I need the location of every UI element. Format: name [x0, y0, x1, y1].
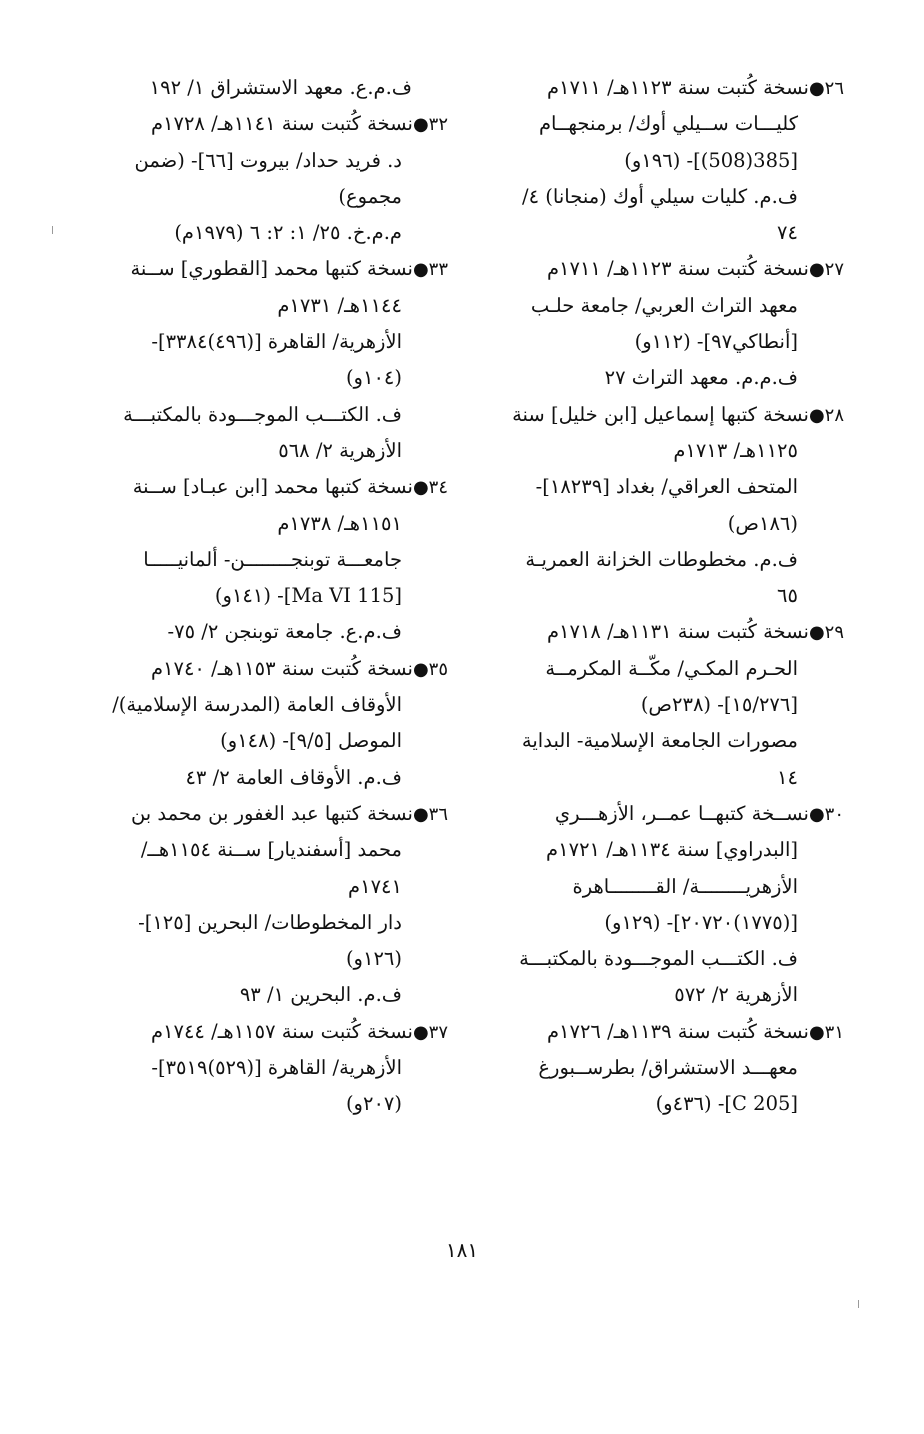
entry-marker: ٢٨● [808, 404, 844, 426]
entry-line: الأزهرية ٢/ ٥٦٨ [278, 438, 402, 462]
entry-line: ف.م.ع. جامعة توبنجن ٢/ ٧٥- [167, 620, 402, 644]
entry-line: [١٥/٢٧٦]- (٢٣٨ص) [640, 693, 798, 717]
entry-line: كليـــات ســيلي أوك/ برمنجهــام [538, 112, 798, 136]
entry-marker: ٢٦● [808, 78, 844, 99]
entry-line: ٣١●نسخة كُتبت سنة ١١٣٩هـ/ ١٧٢٦م [546, 1019, 844, 1043]
entry-line: معهـــد الاستشراق/ بطرســبورغ [538, 1056, 798, 1080]
entry-line: [(١٧٧٥)٢٠٧٢٠]- (١٢٩و) [604, 910, 798, 934]
entry-line: د. فريد حداد/ بيروت [٦٦]- (ضمن [134, 148, 402, 172]
entry-marker: ٣٣● [412, 259, 448, 281]
entry-line: معهد التراث العربي/ جامعة حلـب [530, 293, 798, 317]
entry-marker: ٣٠● [808, 803, 844, 825]
entry-line: المتحف العراقي/ بغداد [١٨٢٣٩]- [535, 475, 798, 499]
entry-line: ٣٣●نسخة كتبها محمد [القطوري] ســنة [130, 257, 448, 281]
entry-marker: ٣١● [808, 1021, 844, 1043]
entry-line: ف.م. الأوقاف العامة ٢/ ٤٣ [185, 765, 402, 789]
entry-line: ٣٦●نسخة كتبها عبد الغفور بن محمد بن [130, 801, 448, 825]
entry-line: [Ma VI 115]- (١٤١و) [214, 584, 402, 608]
entry-line: ١١٤٤هـ/ ١٧٣١م [277, 293, 402, 317]
entry-line: الموصل [٩/٥]- (١٤٨و) [220, 729, 402, 753]
entry-line: دار المخطوطات/ البحرين [١٢٥]- [138, 910, 402, 934]
entry-line: ف.م. كليات سيلي أوك (منجانا) ٤/ [522, 184, 798, 208]
scan-speck [858, 1300, 859, 1308]
entry-line: جامعـــة توبنجــــــــن- ألمانيـــــا [143, 547, 402, 571]
entry-line: ف.م. البحرين ١/ ٩٣ [239, 983, 402, 1007]
entry-line: ف. الكتـــب الموجـــودة بالمكتبـــة [123, 402, 402, 426]
entry-line: ٢٧●نسخة كُتبت سنة ١١٢٣هـ/ ١٧١١م [546, 257, 844, 281]
entry-line: الأزهرية/ القاهرة [(٥٢٩)٣٥١٩]- [151, 1056, 402, 1080]
entry-line: [أنطاكي٩٧]- (١١٢و) [634, 330, 798, 354]
entry-marker: ٣٢● [412, 114, 448, 136]
entry-line: م.م.خ. ٢٥/ ١: ٢: ٦ (١٩٧٩م) [174, 221, 402, 245]
entry-line: ٧٤ [777, 221, 798, 245]
entry-line: (١٠٤و) [345, 366, 402, 390]
entry-line: ١١٢٥هـ/ ١٧١٣م [673, 438, 798, 462]
entry-line: ف.م. مخطوطات الخزانة العمريـة [525, 547, 798, 571]
entry-line: الأزهرية ٢/ ٥٧٢ [674, 983, 798, 1007]
entry-line: [385(508)]- (١٩٦و) [624, 148, 798, 172]
entry-line: ف.م.م. معهد التراث ٢٧ [604, 366, 798, 390]
entry-line: مجموع) [338, 184, 402, 208]
entry-marker: ٣٧● [412, 1021, 448, 1043]
entry-line: ١٤ [777, 765, 798, 789]
entry-line: ٣٥●نسخة كُتبت سنة ١١٥٣هـ/ ١٧٤٠م [150, 656, 448, 680]
entry-marker: ٣٥● [412, 658, 448, 680]
entry-line: ٣٧●نسخة كُتبت سنة ١١٥٧هـ/ ١٧٤٤م [150, 1019, 448, 1043]
entry-line: ١١٥١هـ/ ١٧٣٨م [277, 511, 402, 535]
entry-marker: ٣٦● [412, 803, 448, 825]
entry-line: [C 205]- (٤٣٦و) [655, 1092, 798, 1116]
entry-line: ٣٤●نسخة كتبها محمد [ابن عبـاد] ســنة [132, 475, 448, 499]
entry-line: (٢٠٧و) [345, 1092, 402, 1116]
entry-line: ٢٨●نسخة كتبها إسماعيل [ابن خليل] سنة [512, 402, 844, 426]
right-column [492, 70, 844, 1123]
entry-line: الحـرم المكـي/ مكّــة المكرمــة [545, 656, 798, 680]
page-number: ١٨١ [445, 1238, 479, 1262]
entry-line: ف.م.ع. معهد الاستشراق ١/ ١٩٢ [149, 76, 412, 99]
entry-line: ٦٥ [777, 584, 798, 608]
entry-line: ٢٦●نسخة كُتبت سنة ١١٢٣هـ/ ١٧١١م [546, 76, 844, 99]
entry-line: الأزهرية/ القاهرة [(٤٩٦)٣٣٨٤]- [151, 330, 402, 354]
entry-line: ٣٠●نســخة كتبهــا عمــر، الأزهـــري [554, 801, 844, 825]
entry-marker: ٢٧● [808, 259, 844, 281]
entry-line: الأزهريــــــــة/ القــــــــاهرة [572, 874, 798, 898]
scan-speck [52, 226, 53, 234]
entry-line: (١٢٦و) [345, 947, 402, 971]
left-column [96, 70, 448, 1123]
entry-line: الأوقاف العامة (المدرسة الإسلامية)/ [112, 693, 402, 717]
entry-line: مصورات الجامعة الإسلامية- البداية [521, 729, 798, 753]
entry-marker: ٣٤● [412, 477, 448, 499]
entry-line: ٢٩●نسخة كُتبت سنة ١١٣١هـ/ ١٧١٨م [546, 620, 844, 644]
entry-line: [البدراوي] سنة ١١٣٤هـ/ ١٧٢١م [546, 838, 798, 862]
entry-line: ١٧٤١م [348, 874, 402, 898]
entry-line: ف. الكتـــب الموجـــودة بالمكتبـــة [519, 947, 798, 971]
entry-line: محمد [أسفنديار] ســنة ١١٥٤هــ/ [140, 838, 402, 862]
entry-line: (١٨٦ص) [727, 511, 798, 535]
entry-marker: ٢٩● [808, 622, 844, 644]
entry-line: ٣٢●نسخة كُتبت سنة ١١٤١هـ/ ١٧٢٨م [150, 112, 448, 136]
